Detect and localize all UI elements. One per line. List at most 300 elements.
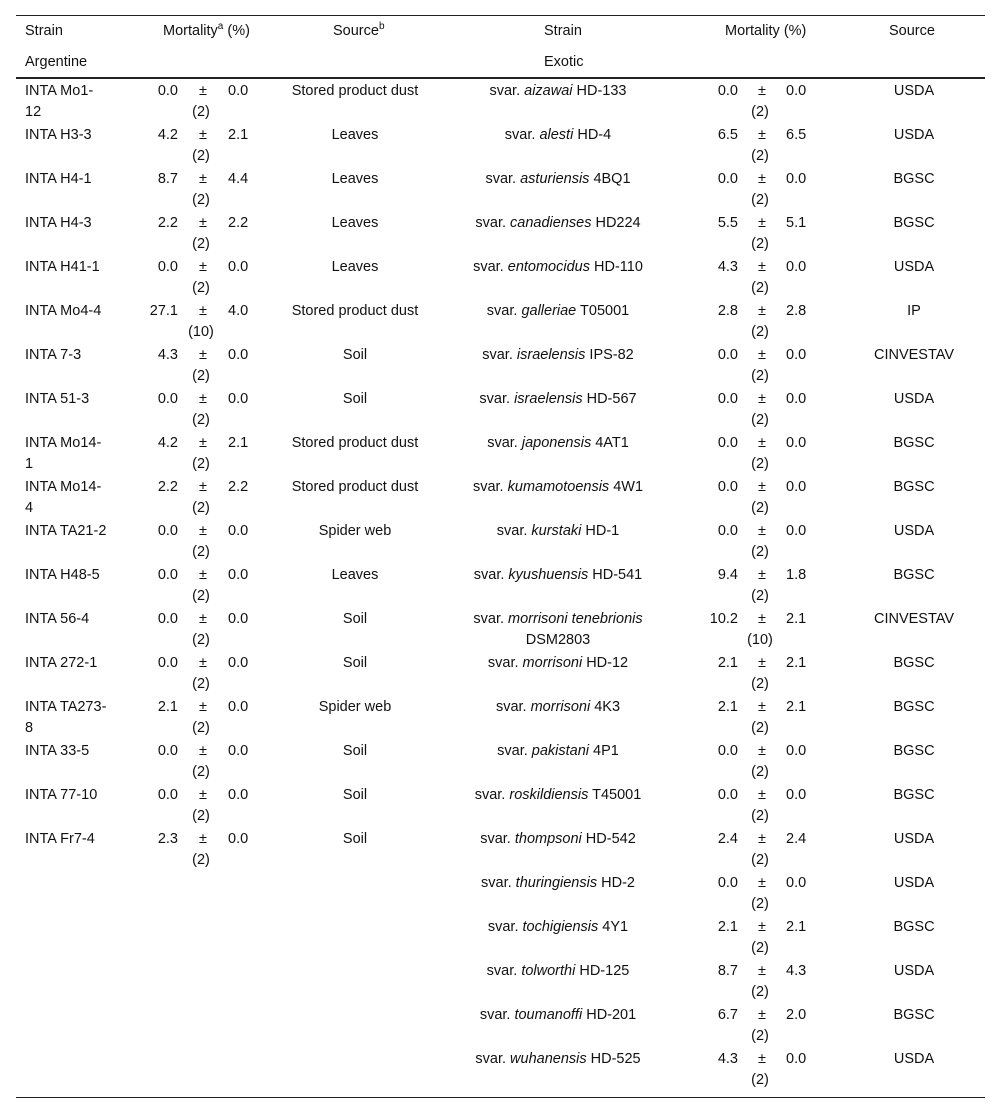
strain-name — [458, 81, 658, 102]
plus-minus: ± — [199, 831, 207, 847]
mortality-sd: 2.4 — [786, 831, 807, 847]
serovar-name: tolworthi — [521, 963, 576, 979]
serovar-prefix: svar. — [480, 831, 515, 847]
mortality-mean: 4.2 — [157, 127, 178, 143]
table-row — [0, 741, 1000, 785]
plus-minus: ± — [758, 655, 766, 671]
isolation-source: BGSC — [893, 215, 935, 231]
strain-name: INTA Fr7-4 — [25, 831, 95, 847]
table-row — [0, 653, 1000, 697]
replicates-count: (10) — [188, 324, 214, 340]
strain-name — [458, 257, 658, 278]
header-source-left-text: Source — [333, 23, 379, 39]
serovar-prefix: svar. — [487, 435, 522, 451]
serovar-name: canadienses — [510, 215, 592, 231]
mortality-mean: 0.0 — [717, 523, 738, 539]
serovar-prefix: svar. — [489, 83, 525, 99]
strain-name: INTA H41-1 — [25, 259, 100, 275]
serovar-name: morrisoni — [530, 699, 591, 715]
isolation-source: Leaves — [331, 215, 379, 231]
plus-minus: ± — [758, 699, 766, 715]
plus-minus: ± — [199, 655, 207, 671]
serovar-name: tochigiensis — [522, 919, 599, 935]
strain-name: INTA TA21-2 — [25, 523, 107, 539]
isolation-source: Stored product dust — [291, 435, 419, 451]
serovar-prefix: svar. — [481, 875, 516, 891]
strain-name — [458, 301, 658, 322]
strain-name — [458, 741, 658, 762]
replicates-count: (2) — [751, 676, 769, 692]
strain-name: INTA 7-3 — [25, 347, 82, 363]
mortality-mean: 9.4 — [717, 567, 738, 583]
isolation-source: Soil — [342, 347, 368, 363]
header-rule — [16, 77, 985, 79]
mortality-sd: 2.0 — [786, 1007, 807, 1023]
plus-minus: ± — [199, 611, 207, 627]
isolation-source: BGSC — [893, 1007, 935, 1023]
replicates-count: (2) — [751, 984, 769, 1000]
strain-name — [458, 653, 658, 674]
mortality-sd: 2.2 — [228, 215, 249, 231]
plus-minus: ± — [199, 127, 207, 143]
replicates-count: (2) — [192, 544, 210, 560]
strain-name: INTA Mo4-4 — [25, 303, 102, 319]
mortality-sd: 0.0 — [228, 523, 249, 539]
strain-name: INTA 77-10 — [25, 787, 98, 803]
strain-name: INTA H4-3 — [25, 215, 92, 231]
mortality-mean: 0.0 — [157, 83, 178, 99]
header-strain-left: Strain — [25, 23, 63, 39]
mortality-mean: 2.1 — [717, 655, 738, 671]
mortality-sd: 0.0 — [228, 391, 249, 407]
isolation-source: BGSC — [893, 435, 935, 451]
strain-code: T45001 — [588, 787, 642, 803]
plus-minus: ± — [758, 1051, 766, 1067]
serovar-name: israelensis — [516, 347, 586, 363]
plus-minus: ± — [199, 787, 207, 803]
isolation-source: USDA — [893, 127, 935, 143]
strain-code: HD-567 — [582, 391, 637, 407]
top-rule — [16, 15, 985, 16]
isolation-source: Soil — [342, 831, 368, 847]
group-label-argentine: Argentine — [25, 54, 88, 70]
mortality-mean: 6.5 — [717, 127, 738, 143]
mortality-sd: 2.1 — [786, 655, 807, 671]
mortality-mean: 0.0 — [717, 787, 738, 803]
plus-minus: ± — [199, 699, 207, 715]
strain-name — [458, 565, 658, 586]
strain-code: HD-133 — [572, 83, 627, 99]
replicates-count: (2) — [751, 500, 769, 516]
strain-name: INTA TA273-8 — [25, 699, 107, 736]
footnote-a-marker: a — [217, 21, 224, 33]
mortality-mean: 0.0 — [157, 523, 178, 539]
strain-code: HD-1 — [581, 523, 620, 539]
plus-minus: ± — [758, 831, 766, 847]
header-mortality-left-text: Mortality — [163, 23, 218, 39]
plus-minus: ± — [758, 875, 766, 891]
serovar-name: kyushuensis — [508, 567, 589, 583]
isolation-source: Soil — [342, 611, 368, 627]
strain-name — [458, 785, 658, 806]
mortality-mean: 2.3 — [157, 831, 178, 847]
isolation-source: CINVESTAV — [873, 347, 955, 363]
mortality-sd: 4.0 — [228, 303, 249, 319]
plus-minus: ± — [758, 435, 766, 451]
isolation-source: BGSC — [893, 919, 935, 935]
mortality-mean: 4.3 — [717, 1051, 738, 1067]
serovar-prefix: svar. — [497, 743, 532, 759]
header-source-left — [333, 21, 385, 42]
mortality-sd: 0.0 — [786, 523, 807, 539]
strain-code: 4BQ1 — [589, 171, 631, 187]
strain-name — [458, 697, 658, 718]
isolation-source: Spider web — [318, 523, 392, 539]
isolation-source: USDA — [893, 523, 935, 539]
mortality-sd: 0.0 — [786, 83, 807, 99]
plus-minus: ± — [758, 523, 766, 539]
serovar-name: morrisoni — [522, 655, 583, 671]
replicates-count: (2) — [192, 456, 210, 472]
isolation-source: Soil — [342, 787, 368, 803]
strain-name: INTA H48-5 — [25, 567, 100, 583]
mortality-sd: 0.0 — [228, 655, 249, 671]
plus-minus: ± — [199, 347, 207, 363]
mortality-mean: 0.0 — [157, 391, 178, 407]
table-row — [0, 169, 1000, 213]
strain-code: HD-525 — [586, 1051, 641, 1067]
replicates-count: (10) — [747, 632, 773, 648]
strain-name — [458, 433, 658, 454]
isolation-source: USDA — [893, 875, 935, 891]
plus-minus: ± — [758, 391, 766, 407]
mortality-sd: 0.0 — [228, 347, 249, 363]
table-row — [0, 521, 1000, 565]
replicates-count: (2) — [751, 1028, 769, 1044]
replicates-count: (2) — [192, 676, 210, 692]
strain-name — [458, 917, 658, 938]
strain-name — [458, 829, 658, 850]
plus-minus: ± — [199, 435, 207, 451]
isolation-source: USDA — [893, 831, 935, 847]
table-row — [0, 565, 1000, 609]
isolation-source: Leaves — [331, 127, 379, 143]
strain-code: DSM2803 — [525, 632, 591, 648]
plus-minus: ± — [758, 479, 766, 495]
strain-code: T05001 — [576, 303, 630, 319]
mortality-sd: 0.0 — [786, 787, 807, 803]
mortality-mean: 2.2 — [157, 215, 178, 231]
serovar-name: israelensis — [514, 391, 583, 407]
mortality-mean: 2.1 — [717, 699, 738, 715]
replicates-count: (2) — [192, 368, 210, 384]
isolation-source: Soil — [342, 743, 368, 759]
mortality-sd: 2.2 — [228, 479, 249, 495]
serovar-prefix: svar. — [486, 963, 522, 979]
strain-code: 4Y1 — [598, 919, 629, 935]
mortality-sd: 0.0 — [786, 743, 807, 759]
isolation-source: Leaves — [331, 259, 379, 275]
mortality-sd: 0.0 — [786, 259, 807, 275]
plus-minus: ± — [758, 919, 766, 935]
plus-minus: ± — [758, 567, 766, 583]
serovar-prefix: svar. — [485, 171, 521, 187]
serovar-name: galleriae — [521, 303, 577, 319]
mortality-mean: 0.0 — [717, 435, 738, 451]
mortality-sd: 0.0 — [228, 743, 249, 759]
plus-minus: ± — [758, 303, 766, 319]
header-source-right: Source — [889, 23, 935, 39]
isolation-source: BGSC — [893, 787, 935, 803]
replicates-count: (2) — [751, 588, 769, 604]
replicates-count: (2) — [751, 896, 769, 912]
strain-name — [458, 477, 658, 498]
serovar-name: alesti — [539, 127, 574, 143]
isolation-source: Stored product dust — [291, 479, 419, 495]
mortality-mean: 8.7 — [717, 963, 738, 979]
isolation-source: BGSC — [893, 655, 935, 671]
table-row — [0, 345, 1000, 389]
replicates-count: (2) — [192, 104, 210, 120]
mortality-sd: 4.3 — [786, 963, 807, 979]
table-row — [0, 213, 1000, 257]
mortality-sd: 0.0 — [786, 435, 807, 451]
mortality-mean: 2.8 — [717, 303, 738, 319]
serovar-prefix: svar. — [486, 303, 522, 319]
mortality-sd: 2.1 — [228, 127, 249, 143]
mortality-sd: 6.5 — [786, 127, 807, 143]
mortality-sd: 0.0 — [786, 391, 807, 407]
replicates-count: (2) — [751, 192, 769, 208]
strain-code: HD-201 — [582, 1007, 637, 1023]
plus-minus: ± — [758, 127, 766, 143]
replicates-count: (2) — [751, 104, 769, 120]
serovar-name: pakistani — [531, 743, 590, 759]
serovar-name: wuhanensis — [510, 1051, 587, 1067]
replicates-count: (2) — [192, 500, 210, 516]
serovar-prefix: svar. — [475, 215, 511, 231]
serovar-prefix: svar. — [504, 127, 540, 143]
plus-minus: ± — [199, 743, 207, 759]
strain-name: INTA Mo14-1 — [25, 435, 102, 472]
table-row — [0, 389, 1000, 433]
serovar-name: thompsoni — [514, 831, 582, 847]
mortality-sd: 0.0 — [228, 259, 249, 275]
strain-code: HD-541 — [588, 567, 643, 583]
header-strain-right: Strain — [544, 23, 582, 39]
serovar-prefix: svar. — [472, 479, 508, 495]
mortality-sd: 5.1 — [786, 215, 807, 231]
replicates-count: (2) — [192, 764, 210, 780]
strain-name: INTA 56-4 — [25, 611, 90, 627]
mortality-mean: 8.7 — [157, 171, 178, 187]
mortality-sd: 4.4 — [228, 171, 249, 187]
strain-code: 4AT1 — [591, 435, 629, 451]
strain-name — [458, 213, 658, 234]
strain-name — [458, 1049, 658, 1070]
mortality-sd: 0.0 — [786, 875, 807, 891]
plus-minus: ± — [199, 259, 207, 275]
mortality-sd: 0.0 — [786, 1051, 807, 1067]
replicates-count: (2) — [192, 632, 210, 648]
plus-minus: ± — [758, 787, 766, 803]
table-row — [0, 81, 1000, 125]
mortality-sd: 0.0 — [786, 347, 807, 363]
replicates-count: (2) — [192, 808, 210, 824]
replicates-count: (2) — [751, 412, 769, 428]
strain-name: INTA Mo14-4 — [25, 479, 102, 516]
strain-name: INTA H4-1 — [25, 171, 92, 187]
mortality-sd: 2.1 — [786, 919, 807, 935]
replicates-count: (2) — [192, 280, 210, 296]
mortality-mean: 0.0 — [717, 743, 738, 759]
strain-code: HD-4 — [573, 127, 612, 143]
plus-minus: ± — [758, 83, 766, 99]
plus-minus: ± — [758, 963, 766, 979]
mortality-mean: 0.0 — [717, 83, 738, 99]
mortality-mean: 0.0 — [157, 655, 178, 671]
strain-code: 4P1 — [589, 743, 619, 759]
plus-minus: ± — [199, 567, 207, 583]
footnote-b-marker: b — [378, 21, 385, 33]
isolation-source: BGSC — [893, 479, 935, 495]
plus-minus: ± — [199, 523, 207, 539]
strain-code: HD224 — [591, 215, 641, 231]
group-label-exotic: Exotic — [544, 54, 584, 70]
table-row — [0, 125, 1000, 169]
mortality-sd: 0.0 — [786, 479, 807, 495]
replicates-count: (2) — [751, 324, 769, 340]
serovar-name: asturiensis — [520, 171, 590, 187]
replicates-count: (2) — [751, 236, 769, 252]
table-row — [0, 785, 1000, 829]
strain-code: HD-542 — [581, 831, 636, 847]
serovar-prefix: svar. — [482, 347, 517, 363]
plus-minus: ± — [758, 347, 766, 363]
mortality-mean: 0.0 — [717, 875, 738, 891]
serovar-name: japonensis — [521, 435, 592, 451]
serovar-prefix: svar. — [479, 391, 515, 407]
isolation-source: BGSC — [893, 743, 935, 759]
serovar-prefix: svar. — [479, 1007, 515, 1023]
plus-minus: ± — [758, 1007, 766, 1023]
mortality-sd: 2.1 — [786, 611, 807, 627]
strain-name — [458, 169, 658, 190]
table-row — [0, 433, 1000, 477]
mortality-mean: 5.5 — [717, 215, 738, 231]
serovar-prefix: svar. — [495, 699, 531, 715]
mortality-mean: 2.1 — [157, 699, 178, 715]
mortality-mean: 2.4 — [717, 831, 738, 847]
mortality-sd: 2.1 — [786, 699, 807, 715]
table-row — [0, 961, 1000, 1005]
mortality-mean: 4.3 — [157, 347, 178, 363]
strain-name — [458, 961, 658, 982]
plus-minus: ± — [758, 259, 766, 275]
table-row — [0, 917, 1000, 961]
strain-code: HD-125 — [575, 963, 630, 979]
mortality-mean: 6.7 — [717, 1007, 738, 1023]
mortality-mean: 0.0 — [717, 347, 738, 363]
plus-minus: ± — [199, 215, 207, 231]
serovar-prefix: svar. — [496, 523, 532, 539]
serovar-name: morrisoni tenebrionis — [508, 611, 643, 627]
serovar-name: aizawai — [524, 83, 573, 99]
replicates-count: (2) — [192, 192, 210, 208]
mortality-mean: 10.2 — [709, 611, 738, 627]
mortality-mean: 4.2 — [157, 435, 178, 451]
isolation-source: USDA — [893, 391, 935, 407]
isolation-source: Soil — [342, 655, 368, 671]
table-row — [0, 477, 1000, 521]
plus-minus: ± — [758, 215, 766, 231]
serovar-name: kumamotoensis — [507, 479, 610, 495]
replicates-count: (2) — [192, 852, 210, 868]
table-row — [0, 697, 1000, 741]
replicates-count: (2) — [192, 588, 210, 604]
isolation-source: Spider web — [318, 699, 392, 715]
mortality-sd: 2.1 — [228, 435, 249, 451]
strain-name — [458, 521, 658, 542]
table-row — [0, 257, 1000, 301]
table-row — [0, 609, 1000, 653]
isolation-source: USDA — [893, 963, 935, 979]
plus-minus: ± — [199, 83, 207, 99]
strain-name — [458, 125, 658, 146]
isolation-source: CINVESTAV — [873, 611, 955, 627]
header-mortality-right: Mortality (%) — [725, 23, 807, 39]
isolation-source: Soil — [342, 391, 368, 407]
isolation-source: Leaves — [331, 567, 379, 583]
strain-name — [458, 345, 658, 366]
replicates-count: (2) — [751, 148, 769, 164]
mortality-mean: 27.1 — [149, 303, 178, 319]
serovar-name: toumanoffi — [514, 1007, 583, 1023]
mortality-mean: 0.0 — [717, 171, 738, 187]
mortality-mean: 0.0 — [157, 787, 178, 803]
strain-name: INTA 33-5 — [25, 743, 90, 759]
plus-minus: ± — [199, 391, 207, 407]
strain-name: INTA 51-3 — [25, 391, 90, 407]
replicates-count: (2) — [751, 940, 769, 956]
replicates-count: (2) — [751, 720, 769, 736]
replicates-count: (2) — [751, 544, 769, 560]
replicates-count: (2) — [192, 412, 210, 428]
table-row — [0, 301, 1000, 345]
isolation-source: USDA — [893, 259, 935, 275]
isolation-source: Leaves — [331, 171, 379, 187]
serovar-name: kurstaki — [531, 523, 582, 539]
strain-name — [458, 873, 658, 894]
mortality-sd: 0.0 — [228, 567, 249, 583]
replicates-count: (2) — [192, 148, 210, 164]
isolation-source: Stored product dust — [291, 303, 419, 319]
mortality-mean: 0.0 — [157, 611, 178, 627]
mortality-sd: 0.0 — [228, 611, 249, 627]
isolation-source: BGSC — [893, 171, 935, 187]
mortality-sd: 1.8 — [786, 567, 807, 583]
isolation-source: USDA — [893, 1051, 935, 1067]
strain-name — [458, 1005, 658, 1026]
mortality-mean: 0.0 — [157, 743, 178, 759]
serovar-prefix: svar. — [473, 259, 508, 275]
plus-minus: ± — [758, 171, 766, 187]
plus-minus: ± — [199, 479, 207, 495]
serovar-prefix: svar. — [475, 1051, 511, 1067]
mortality-mean: 0.0 — [157, 259, 178, 275]
strain-code: 4K3 — [590, 699, 621, 715]
header-mortality-left-unit: (%) — [223, 23, 250, 39]
